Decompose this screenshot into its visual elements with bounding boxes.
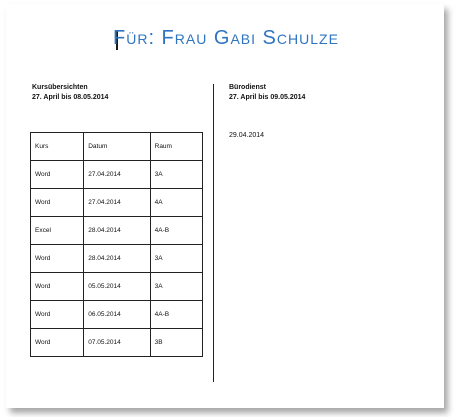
course-overview-title: Kursübersichten (32, 84, 88, 91)
cell-kurs[interactable]: Excel (31, 217, 84, 245)
course-overview-heading[interactable] (32, 83, 108, 103)
table-row (31, 329, 203, 357)
table-row (31, 273, 203, 301)
cell-kurs[interactable]: Word (31, 329, 84, 357)
cell-datum[interactable]: 27.04.2014 (84, 189, 150, 217)
cell-raum[interactable]: 3B (150, 329, 202, 357)
cell-raum[interactable]: 3A (150, 245, 202, 273)
cell-kurs[interactable]: Word (31, 245, 84, 273)
cell-raum[interactable]: 3A (150, 273, 202, 301)
cell-datum[interactable]: 27.04.2014 (84, 161, 150, 189)
header-datum[interactable]: Datum (84, 133, 150, 161)
cell-datum[interactable]: 05.05.2014 (84, 273, 150, 301)
cell-kurs[interactable]: Word (31, 273, 84, 301)
course-table[interactable] (30, 132, 203, 357)
cell-raum[interactable]: 4A (150, 189, 202, 217)
table-row (31, 217, 203, 245)
cell-datum[interactable]: 07.05.2014 (84, 329, 150, 357)
cell-kurs[interactable]: Word (31, 301, 84, 329)
table-row (31, 189, 203, 217)
office-duty-heading[interactable] (229, 83, 305, 103)
cell-raum[interactable]: 4A-B (150, 301, 202, 329)
cell-datum[interactable]: 06.05.2014 (84, 301, 150, 329)
table-row (31, 245, 203, 273)
office-duty-entry[interactable]: 29.04.2014 (229, 132, 265, 139)
cell-datum[interactable]: 28.04.2014 (84, 245, 150, 273)
header-raum[interactable]: Raum (150, 133, 202, 161)
cell-kurs[interactable]: Word (31, 161, 84, 189)
office-duty-title: Bürodienst (229, 84, 266, 91)
cell-datum[interactable]: 28.04.2014 (84, 217, 150, 245)
course-overview-date-range: 27. April bis 08.05.2014 (32, 94, 109, 101)
office-duty-date-range: 27. April bis 09.05.2014 (229, 94, 306, 101)
cell-kurs[interactable]: Word (31, 189, 84, 217)
table-row (31, 301, 203, 329)
cell-raum[interactable]: 4A-B (150, 217, 202, 245)
header-kurs[interactable]: Kurs (31, 133, 84, 161)
cell-raum[interactable]: 3A (150, 161, 202, 189)
table-header-row (31, 133, 203, 161)
column-divider (213, 84, 214, 382)
table-row (31, 161, 203, 189)
document-page[interactable] (6, 4, 444, 408)
document-title[interactable]: Für: Frau Gabi Schulze (113, 27, 339, 49)
